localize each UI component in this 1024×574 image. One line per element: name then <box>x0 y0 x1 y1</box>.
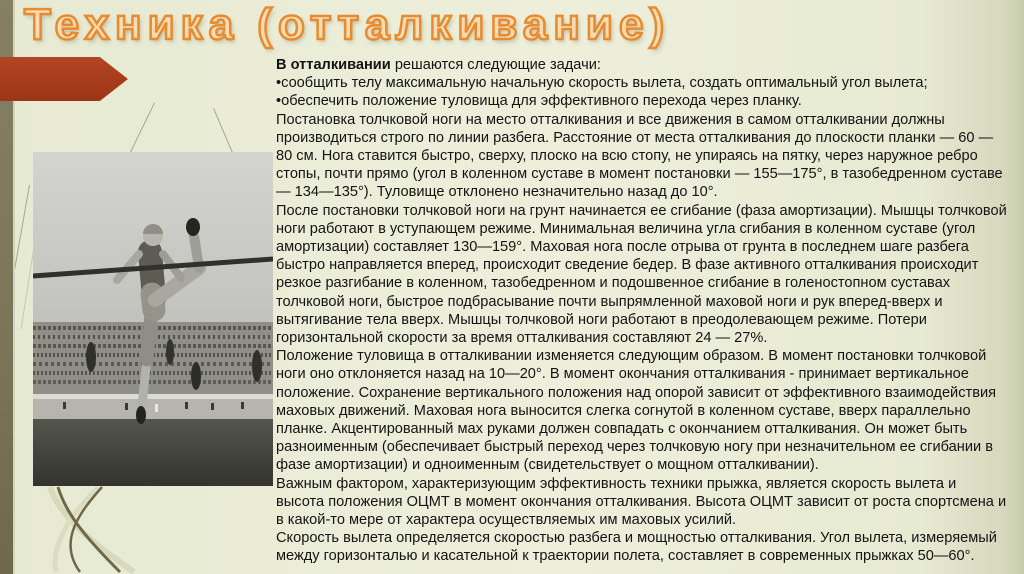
bullet-item: •обеспечить положение туловища для эффективного перехода через планку. <box>276 93 802 110</box>
body-text <box>276 56 1008 566</box>
slide-title: Техника (отталкивание) <box>24 0 671 49</box>
arrow-right-shape <box>0 57 128 101</box>
high-jump-photo <box>33 152 273 486</box>
intro-bold: В отталкивании <box>276 57 391 73</box>
decorative-line <box>127 103 155 158</box>
intro-line <box>276 56 1008 74</box>
paragraph: Положение туловища в отталкивании изменяется следующим образом. В момент постановки толчковой ноги оно отклоняется назад на 10—20°. В момент окончания отталкивания - принимает вертикальное положение. Сохранение вертикального положения над опорой зависит от эффективного взаимодействия маховых движений. Маховая нога выносится слегка согнутой в коленном суставе, вверх параллельно планке. Акцентированный мах руками должен совпадать с окончанием отталкивания. Он может быть разноименным (обеспечивает быстрый переход через толчковую ногу при незначительном ее сгибании в фазе амортизации) и одноименным (свидетельствует о мощном отталкивании). <box>276 348 996 474</box>
high-jump-photo-graphic <box>33 152 273 486</box>
paragraph: Важным фактором, характеризующим эффективность техники прыжка, является скорость вылета и высота положения ОЦМТ в момент окончания отталкивания. Высота ОЦМТ зависит от роста спортсмена и в какой-то мере от характера осуществляемых им маховых усилий. <box>276 475 1007 529</box>
paragraph: Постановка толчковой ноги на место отталкивания и все движения в самом отталкивании должны производиться строго по линии разбега. Расстояние от места отталкивания до плоскости планки — 60 — 80 см. Нога ставится быстро, сверху, плоско на всю стопу, не упираясь на пятку, через наружное ребро стопы, почти прямо (угол в коленном суставе в момент постановки — 155—175°, в тазобедренном суставе — 134—135°). Туловище отклонено незначительно назад до 10°. <box>276 111 1003 201</box>
decorative-swirls <box>0 478 220 574</box>
intro-rest: решаются следующие задачи: <box>390 57 601 73</box>
bullet-item: •сообщить телу максимальную начальную скорость вылета, создать оптимальный угол вылета; <box>276 75 928 92</box>
paragraph: Скорость вылета определяется скоростью разбега и мощностью отталкивания. Угол вылета, измеряемый между горизонталью и касательной к траектории полета, составляет в современных прыжках 50—60°. <box>276 530 997 565</box>
paragraph: После постановки толчковой ноги на грунт начинается ее сгибание (фаза амортизации). Мышцы толчковой ноги работают в уступающем режиме. Минимальная величина угла сгибания в коленном суставе (угол амортизации) составляет 130—159°. Маховая нога после отрыва от грунта в последнем шаге разбега быстро направляется вперед, происходит сведение бедер. В фазе активного отталкивания происходит резкое разгибание в коленном, тазобедренном и подошвенное сгибание в голеностопном суставах толчковой ноги, быстрое подбрасывание почти выпрямленной маховой ноги и рук вперед-вверх и вытягивание тела вверх. Мышцы толчковой ноги работают в преодолевающем режиме. Потери горизонтальной скорости за время отталкивания составляют 24 — 27%. <box>276 202 1007 347</box>
